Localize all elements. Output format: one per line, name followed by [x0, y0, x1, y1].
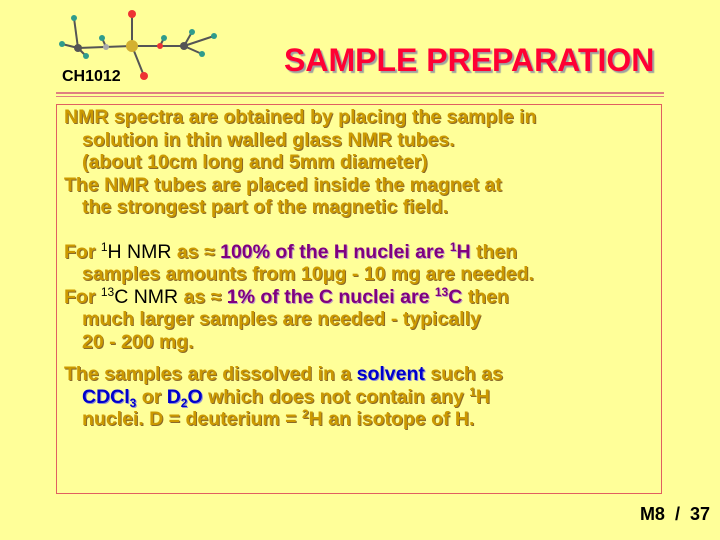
page-number: 37 [689, 504, 710, 524]
text-dissolved: The samples are dissolved in a [64, 363, 357, 385]
slide-footer [640, 504, 710, 525]
course-code: CH1012 [62, 68, 121, 85]
c-symbol: C [448, 285, 463, 308]
h-symbol: H [475, 385, 490, 408]
percent-c-highlight [227, 286, 463, 308]
module-number: M8 [639, 504, 665, 524]
text-or: or [136, 385, 167, 408]
para-1-line-2: solution in thin walled glass NMR tubes. [82, 128, 455, 151]
para-3-line-1 [64, 241, 664, 264]
h-symbol: H [456, 240, 471, 263]
spacer [64, 353, 664, 363]
footer-separator: / [674, 504, 680, 524]
cdcl3-formula [82, 386, 136, 408]
subscript: 2 [180, 395, 188, 410]
para-5-line-1 [64, 363, 664, 386]
c-nmr-text: C NMR [114, 285, 179, 308]
percent-c-text: 1% of the C nuclei are [226, 285, 435, 308]
h-nmr-label [101, 241, 172, 263]
text-as-approx: as ≈ [171, 240, 221, 263]
text-as-approx: as ≈ [178, 285, 227, 308]
text-no-h: which does not contain any [202, 385, 470, 408]
para-2-line-1: The NMR tubes are placed inside the magnet at [64, 173, 502, 196]
o-text: O [187, 385, 203, 408]
c-nmr-label [101, 286, 178, 308]
para-4-line-3: 20 - 200 mg. [82, 330, 194, 353]
d2o-formula [167, 386, 203, 408]
para-5-line-3 [64, 408, 664, 431]
superscript: 13 [434, 284, 449, 299]
solvent-keyword: solvent [356, 363, 425, 385]
d-text: D [166, 385, 181, 408]
percent-h-highlight [220, 241, 471, 263]
para-3-line-2: samples amounts from 10μg - 10 mg are needed. [82, 263, 534, 285]
cdcl-text: CDCl [82, 385, 130, 408]
para-4-line-2: much larger samples are needed - typically [82, 308, 481, 330]
superscript: 1 [469, 384, 476, 399]
superscript: 1 [100, 239, 108, 254]
superscript: 13 [100, 284, 115, 299]
title-divider-thin [56, 96, 664, 97]
text-then: then [470, 240, 518, 263]
title-divider [56, 92, 664, 94]
h-nmr-text: H NMR [107, 240, 172, 263]
spacer [64, 219, 664, 241]
superscript: 1 [449, 239, 457, 254]
page-title: SAMPLE PREPARATION [284, 42, 655, 78]
text-such-as: such as [424, 363, 503, 385]
para-2-line-2: the strongest part of the magnetic field. [82, 196, 449, 218]
text-deuterium: nuclei. D = deuterium = [82, 408, 302, 430]
para-4-line-1 [64, 286, 664, 309]
text-for: For [64, 285, 101, 308]
text-then: then [462, 285, 509, 308]
subscript: 3 [129, 395, 137, 410]
text-isotope: H an isotope of H. [308, 408, 475, 430]
percent-h-text: 100% of the H nuclei are [220, 240, 450, 263]
para-1-line-1: NMR spectra are obtained by placing the sample in [64, 106, 537, 128]
superscript: 2 [301, 407, 309, 421]
para-1-line-3: (about 10cm long and 5mm diameter) [82, 151, 428, 173]
text-for: For [64, 240, 101, 263]
content-body [64, 106, 664, 431]
para-5-line-2 [64, 386, 664, 409]
